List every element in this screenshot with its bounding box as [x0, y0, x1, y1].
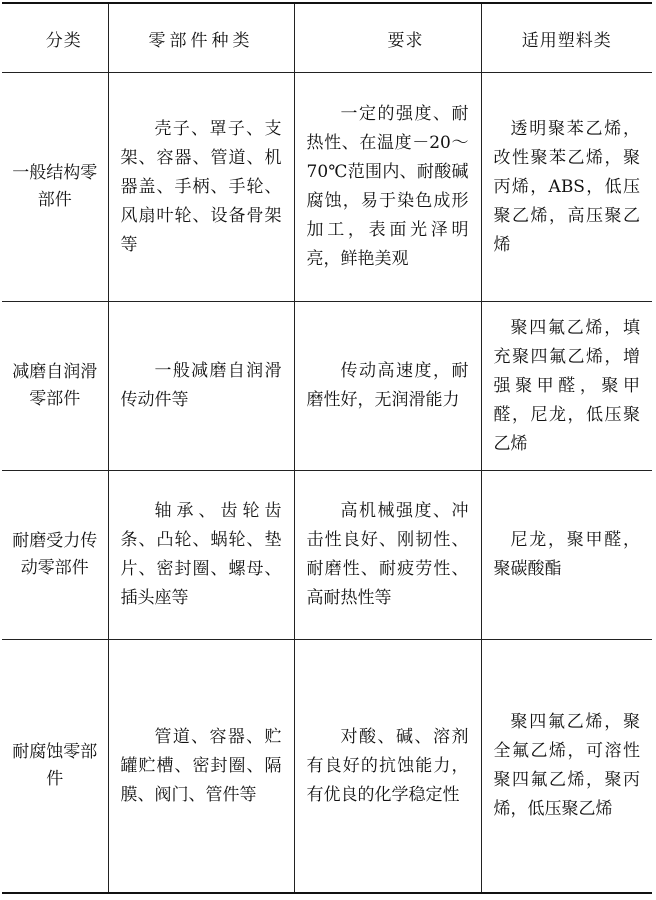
- table-row: [2, 471, 652, 640]
- category-cell: 耐磨受力传动零部件: [2, 471, 108, 640]
- plastics-application-table: [2, 2, 652, 894]
- plastics-cell: 尼龙，聚甲醛，聚碳酸酯: [481, 471, 652, 640]
- category-cell: 减磨自润滑零部件: [2, 302, 108, 471]
- header-category: 分类: [2, 3, 108, 73]
- parts-cell: 管道、容器、贮罐贮槽、密封圈、隔膜、阀门、管件等: [108, 640, 294, 894]
- parts-cell: 轴承、齿轮齿条、凸轮、蜗轮、垫片、密封圈、螺母、插头座等: [108, 471, 294, 640]
- parts-cell: 一般减磨自润滑传动件等: [108, 302, 294, 471]
- plastics-cell: 聚四氟乙烯，填充聚四氟乙烯，增强聚甲醛，聚甲醛，尼龙，低压聚乙烯: [481, 302, 652, 471]
- plastics-cell: 透明聚苯乙烯，改性聚苯乙烯，聚丙烯，ABS，低压聚乙烯，高压聚乙烯: [481, 73, 652, 302]
- requirements-cell: 传动高速度，耐磨性好，无润滑能力: [294, 302, 481, 471]
- requirements-cell: 高机械强度、冲击性良好、刚韧性、耐磨性、耐疲劳性、高耐热性等: [294, 471, 481, 640]
- table-row: [2, 302, 652, 471]
- table-header-row: [2, 3, 652, 73]
- category-cell: 一般结构零部件: [2, 73, 108, 302]
- plastics-cell: 聚四氟乙烯，聚全氟乙烯，可溶性聚四氟乙烯，聚丙烯，低压聚乙烯: [481, 640, 652, 894]
- requirements-cell: 一定的强度、耐热性、在温度－20～70℃范围内、耐酸碱腐蚀，易于染色成形加工，表面光泽明亮，鲜艳美观: [294, 73, 481, 302]
- header-requirements: 要求: [294, 3, 481, 73]
- table-row: [2, 73, 652, 302]
- table-row: [2, 640, 652, 894]
- category-cell: 耐腐蚀零部件: [2, 640, 108, 894]
- header-plastics: 适用塑料类: [481, 3, 652, 73]
- parts-cell: 壳子、罩子、支架、容器、管道、机器盖、手柄、手轮、风扇叶轮、设备骨架等: [108, 73, 294, 302]
- header-parts: 零部件种类: [108, 3, 294, 73]
- requirements-cell: 对酸、碱、溶剂有良好的抗蚀能力，有优良的化学稳定性: [294, 640, 481, 894]
